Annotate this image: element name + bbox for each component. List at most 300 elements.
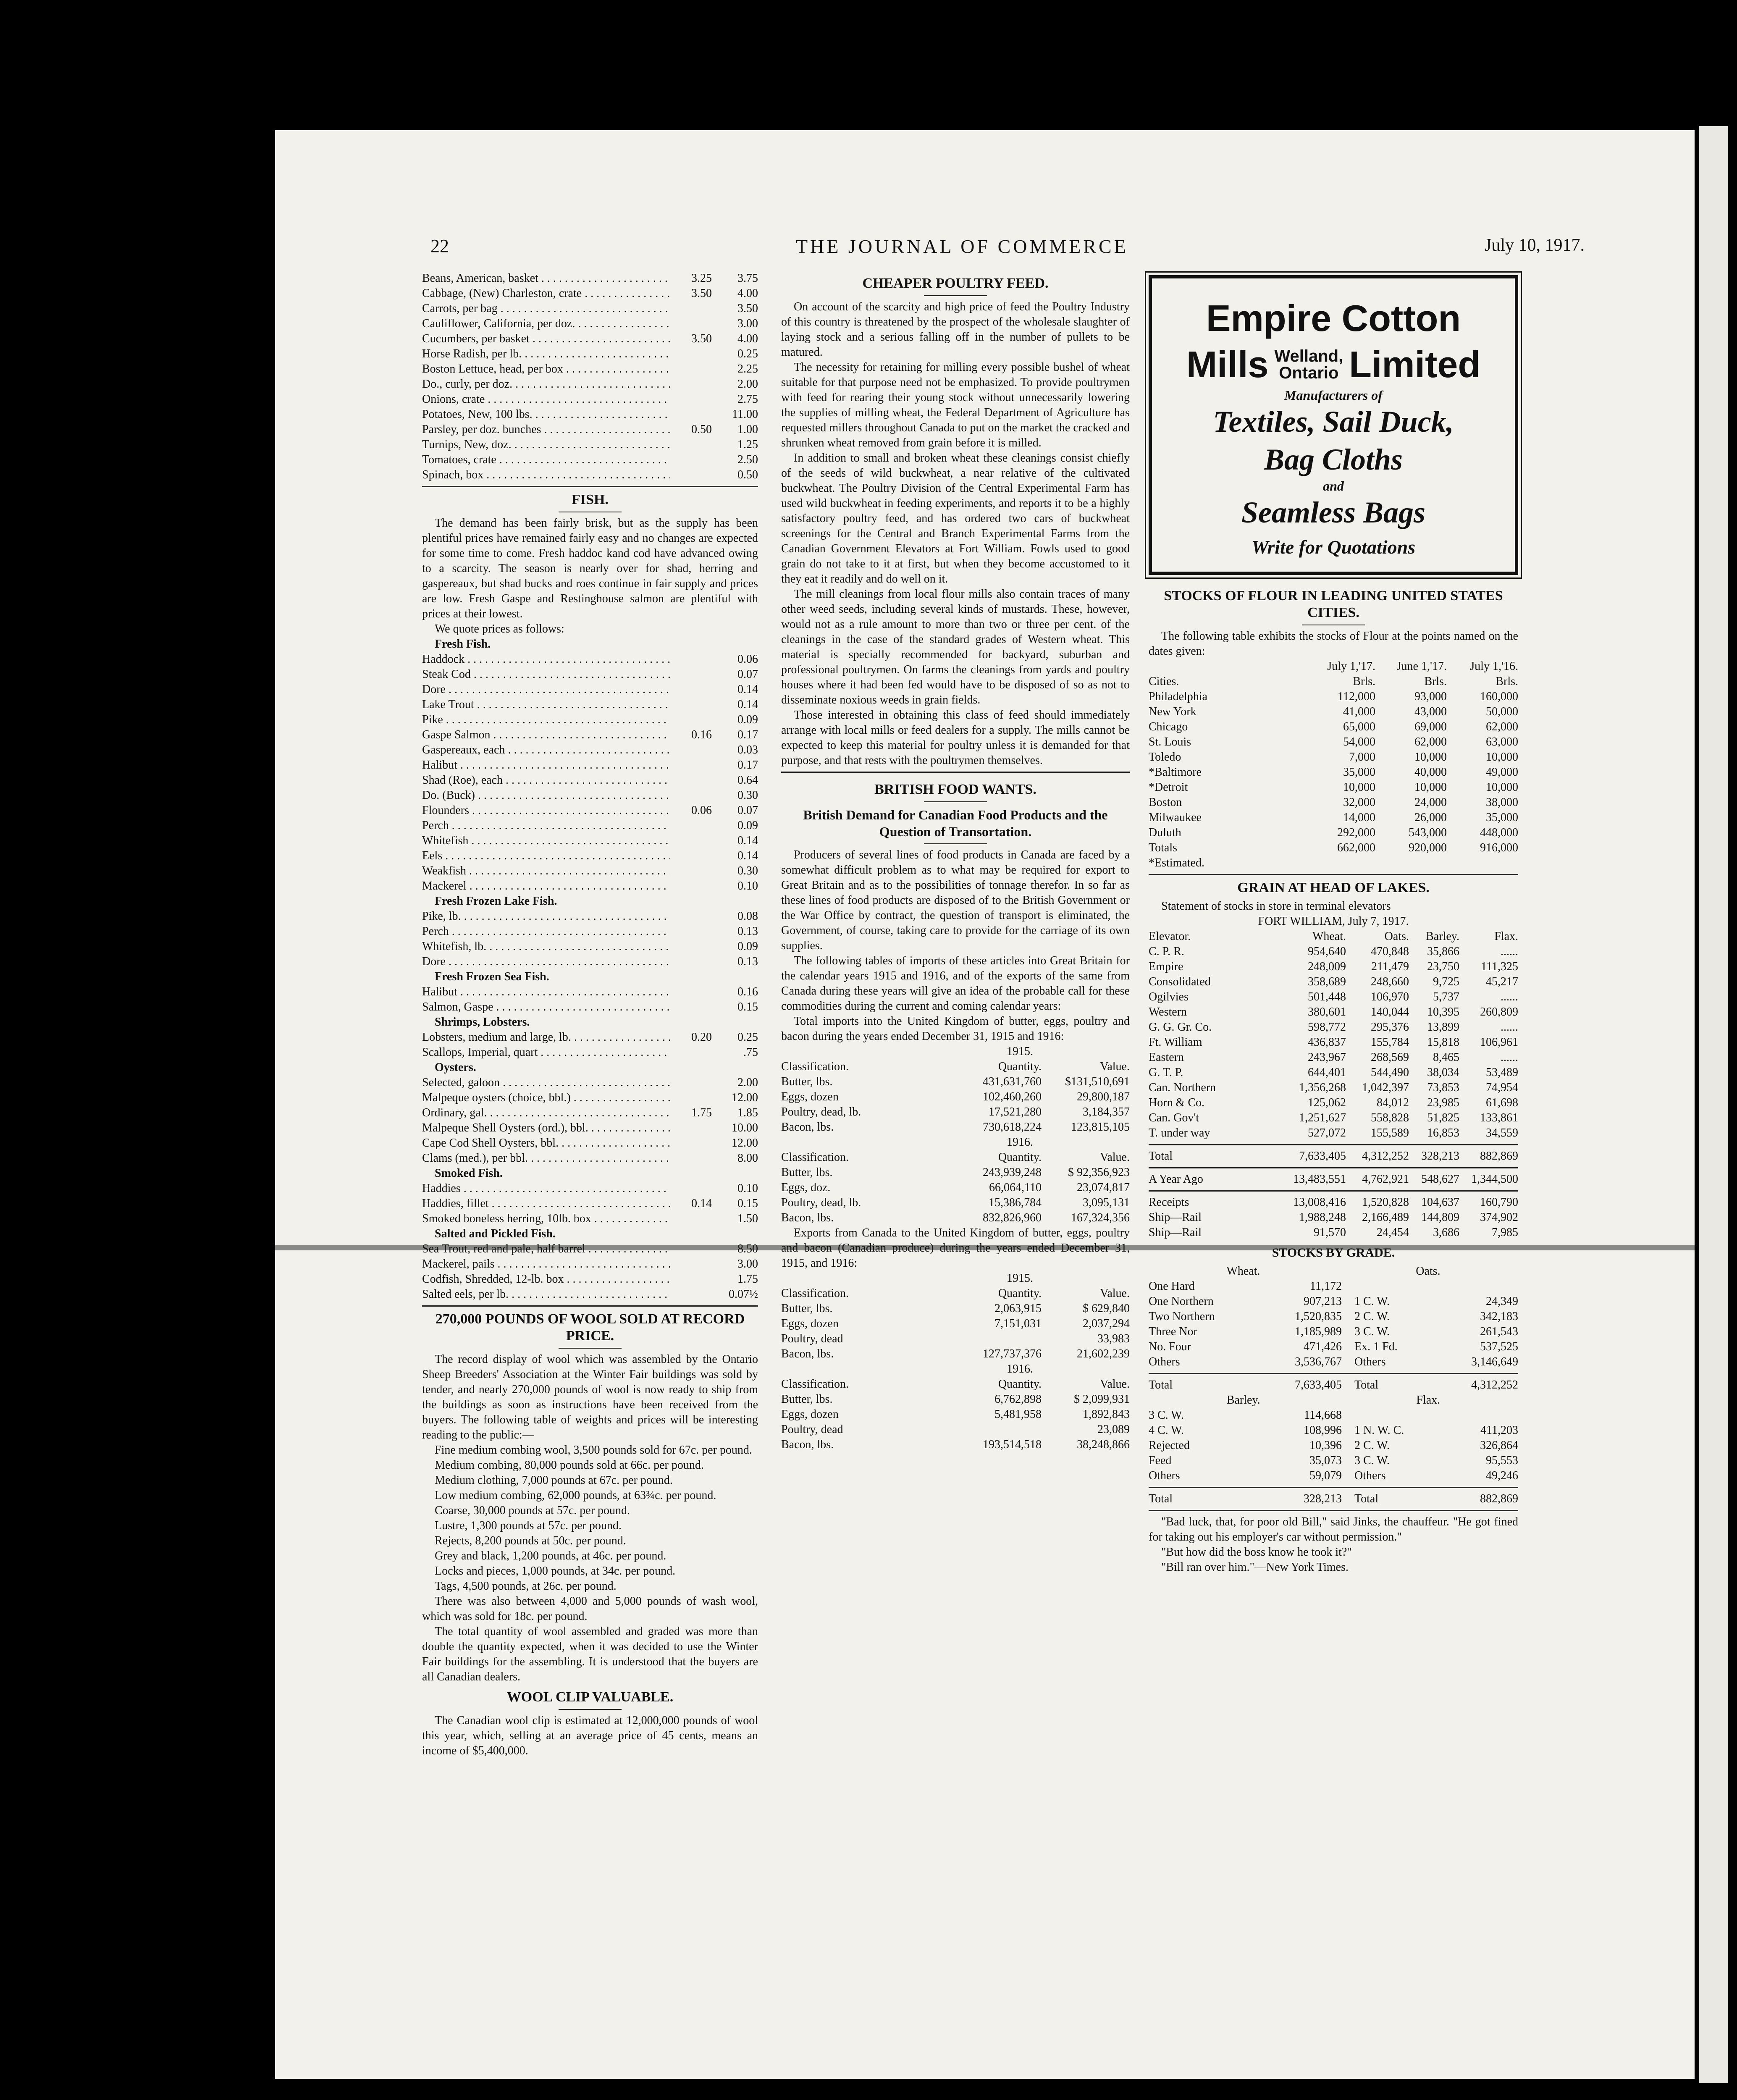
joke-item	[1149, 1515, 1518, 1575]
grain-heading: GRAIN AT HEAD OF LAKES.	[1237, 880, 1430, 895]
grade-cell: One Hard	[1149, 1280, 1195, 1293]
grade-cell: 1,520,835	[1295, 1310, 1342, 1323]
page-number: 22	[430, 236, 449, 256]
row-label: Dore . . .	[422, 682, 670, 697]
row-label: Classification.	[781, 1060, 849, 1073]
grade-cell: 108,996	[1304, 1424, 1342, 1437]
row-value	[670, 452, 712, 467]
grade-cell: 342,183	[1480, 1310, 1518, 1323]
divider	[1149, 1487, 1518, 1488]
row-value: 0.17	[737, 728, 758, 741]
wool-item: Medium clothing, 7,000 pounds at 67c. per pound.	[435, 1474, 673, 1487]
row-label: Horse Radish, per lb. . . .	[422, 346, 670, 362]
row-value: 65,000	[1343, 720, 1375, 733]
row-value: 1,344,500	[1471, 1173, 1518, 1186]
joke-line: "Bill ran over him."—New York Times.	[1161, 1561, 1349, 1574]
row-label: Steak Cod . . .	[422, 667, 670, 682]
row-value: 662,000	[1337, 841, 1375, 854]
row-value: 1.25	[737, 438, 758, 451]
row-label: *Detroit	[1149, 781, 1188, 794]
row-value	[670, 346, 712, 362]
grade-row	[1149, 1354, 1518, 1370]
row-label: Ft. William	[1149, 1036, 1202, 1049]
table-row	[781, 1165, 1130, 1180]
row-value: 5,737	[1433, 990, 1459, 1003]
grain-movement-row	[1149, 1195, 1518, 1210]
row-label: Spinach, box . . .	[422, 467, 670, 483]
row-label: Carrots, per bag . . .	[422, 301, 670, 316]
row-value: 125,062	[1308, 1096, 1346, 1109]
vegetable-row	[422, 392, 758, 407]
divider	[1149, 1167, 1518, 1168]
row-value: 380,601	[1308, 1005, 1346, 1018]
vegetable-row	[422, 271, 758, 286]
row-label: New York	[1149, 705, 1196, 718]
row-value: 0.07	[737, 668, 758, 681]
flour-header-row	[1149, 674, 1518, 689]
row-label: Bacon, lbs.	[781, 1211, 834, 1224]
grain-movement-row	[1149, 1210, 1518, 1225]
row-label: Eggs, dozen	[781, 1090, 839, 1103]
wool-item: Locks and pieces, 1,000 pounds, at 34c. per pound.	[435, 1564, 676, 1578]
divider	[924, 843, 987, 844]
divider	[1149, 1144, 1518, 1145]
table-row	[781, 1331, 1130, 1347]
row-value	[670, 758, 712, 773]
british-heading: BRITISH FOOD WANTS.	[874, 782, 1036, 797]
table-row	[781, 1074, 1130, 1089]
ad-company-name: Empire Cotton	[1206, 297, 1461, 339]
row-value: 448,000	[1480, 826, 1518, 839]
grade-total-row	[1149, 1491, 1518, 1507]
grade-cell: Others	[1354, 1355, 1386, 1368]
row-value: 6,762,898	[994, 1393, 1042, 1406]
flax-label: Flax.	[1416, 1394, 1441, 1407]
row-label: Parsley, per doz. bunches . . .	[422, 422, 670, 437]
row-value: 10,000	[1486, 751, 1518, 764]
fish-row	[422, 1151, 758, 1166]
row-label: Western	[1149, 1005, 1187, 1018]
row-value: 15,818	[1427, 1036, 1459, 1049]
row-value: .75	[743, 1046, 758, 1059]
flour-row	[1149, 780, 1518, 795]
row-value: 24,000	[1414, 796, 1447, 809]
row-value: 3.25	[691, 272, 712, 285]
row-label: Weakfish . . .	[422, 864, 670, 879]
row-value: 102,460,260	[983, 1090, 1042, 1103]
row-value: 104,637	[1421, 1196, 1459, 1209]
row-value: 23,074,817	[1077, 1181, 1130, 1194]
grade-cell: 3 C. W.	[1149, 1409, 1184, 1422]
poultry-paragraph: The necessity for retaining for milling every possible bushel of wheat suitable for that purpose need not be emphasized. To provide poultrymen with feed for rearing their young stock without unnecessarily lowering the supplies of milling wheat, the Federal Department of Agriculture has requested millers throughout Canada to put on the market the cracked and shrunken wheat removed from grain before it is milled.	[781, 361, 1130, 449]
row-label: Haddock . . .	[422, 652, 670, 667]
row-value: 84,012	[1377, 1096, 1409, 1109]
row-value: 63,000	[1486, 735, 1518, 748]
row-value: 8.50	[737, 1242, 758, 1255]
row-value: 0.07	[737, 804, 758, 817]
vegetable-row	[422, 316, 758, 331]
row-value: 0.08	[737, 910, 758, 923]
row-label: Haddies . . .	[422, 1181, 670, 1196]
fish-row	[422, 1090, 758, 1105]
ad-product-2: Bag Cloths	[1264, 443, 1403, 476]
row-label: Boston	[1149, 796, 1182, 809]
grain-row	[1149, 1080, 1518, 1095]
table-row	[781, 1210, 1130, 1226]
row-value: 0.16	[691, 728, 712, 741]
row-value	[670, 712, 712, 727]
fish-row	[422, 758, 758, 773]
vegetable-row	[422, 452, 758, 467]
row-label: Butter, lbs.	[781, 1302, 833, 1315]
exports-intro: Exports from Canada to the United Kingdom of butter, eggs, poultry and bacon (Canadian produce) during the years ended December 31, 1915, and 1916:	[781, 1226, 1130, 1270]
fish-row	[422, 1181, 758, 1196]
row-value	[958, 1331, 1042, 1347]
row-value: 211,479	[1371, 960, 1409, 973]
barley-label: Barley.	[1226, 1394, 1260, 1407]
row-value: Quantity.	[998, 1287, 1042, 1300]
row-label: Cauliflower, California, per doz. . . .	[422, 316, 670, 331]
british-article	[781, 848, 1130, 1044]
row-value: ......	[1501, 990, 1518, 1003]
row-label: Flounders . . .	[422, 803, 670, 818]
row-value: 23,985	[1427, 1096, 1459, 1109]
row-label: Total	[1149, 1150, 1173, 1163]
row-value: 260,809	[1480, 1005, 1518, 1018]
table-row	[781, 1316, 1130, 1331]
row-value	[670, 377, 712, 392]
divider	[422, 486, 758, 487]
row-value	[670, 1136, 712, 1151]
row-value	[670, 1090, 712, 1105]
row-value: 0.14	[737, 849, 758, 862]
fish-row	[422, 773, 758, 788]
grade-labels-row	[1149, 1264, 1518, 1279]
row-label: Lobsters, medium and large, lb. . . .	[422, 1030, 670, 1045]
grade-cell: 59,079	[1309, 1469, 1342, 1482]
row-value: 1,520,828	[1362, 1196, 1409, 1209]
poultry-paragraph: In addition to small and broken wheat these cleanings consist chiefly of the seeds of wild buckwheat, a near relative of the cultivated buckwheat. The Poultry Division of the Central Experimental Farm has used wild buckwheat in feeding experiments, and reports it to be a highly satisfactory poultry feed, and has ordered two cars of buckwheat screenings for the Central and Branch Experimental Farms from the Canadian Government Elevators at Fort William. Fowls used to good grain do not take to it at first, but when they become accustomed to it they eat it readily and do well on it.	[781, 452, 1130, 585]
row-value: 292,000	[1337, 826, 1375, 839]
row-label: Eels . . .	[422, 848, 670, 864]
grade-cell: 326,864	[1480, 1439, 1518, 1452]
row-value: 1.75	[737, 1273, 758, 1286]
row-label: Whitefish, lb. . . .	[422, 939, 670, 954]
british-subheading: British Demand for Canadian Food Products and the Question of Transortation.	[803, 807, 1108, 839]
row-label: Perch . . .	[422, 924, 670, 939]
ad-limited: Limited	[1349, 344, 1481, 385]
row-value	[670, 788, 712, 803]
row-value	[670, 1242, 712, 1257]
flour-dates-row	[1149, 659, 1518, 674]
fish-row	[422, 788, 758, 803]
row-value: 160,000	[1480, 690, 1518, 703]
row-value: 3,095,131	[1083, 1196, 1130, 1209]
row-value	[670, 773, 712, 788]
row-label: Gaspereaux, each . . .	[422, 743, 670, 758]
fish-row	[422, 924, 758, 939]
joke-line: "Bad luck, that, for poor old Bill," said Jinks, the chauffeur. "He got fined for taking out his employer's car without permission."	[1149, 1515, 1518, 1544]
row-value: 7,151,031	[994, 1317, 1042, 1330]
row-label: Malpeque Shell Oysters (ord.), bbl. . . .	[422, 1121, 670, 1136]
row-value	[670, 1211, 712, 1226]
grade-cell: Feed	[1149, 1454, 1172, 1467]
row-label: Selected, galoon . . .	[422, 1075, 670, 1090]
row-label: Poultry, dead, lb.	[781, 1105, 861, 1118]
row-value	[670, 652, 712, 667]
row-value: 123,815,105	[1071, 1121, 1130, 1134]
row-value: Value.	[1100, 1060, 1130, 1073]
wool-item: Low medium combing, 62,000 pounds, at 63¾c. per pound.	[435, 1489, 716, 1502]
fish-row	[422, 743, 758, 758]
fish-quote-line: We quote prices as follows:	[435, 622, 564, 635]
fish-row	[422, 848, 758, 864]
fish-group-title: Salted and Pickled Fish.	[435, 1227, 556, 1240]
row-label: Cucumbers, per basket . . .	[422, 331, 670, 346]
ad-and: and	[1323, 478, 1344, 494]
row-value: Flax.	[1494, 930, 1518, 943]
row-value: 106,970	[1371, 990, 1409, 1003]
row-value	[670, 1121, 712, 1136]
row-value: 91,570	[1314, 1226, 1346, 1239]
grain-row	[1149, 1065, 1518, 1080]
row-value: 1,042,397	[1362, 1081, 1409, 1094]
empire-cotton-advertisement	[1149, 275, 1518, 575]
grain-row	[1149, 1126, 1518, 1141]
row-value: 16,853	[1427, 1126, 1459, 1139]
exports-tables	[781, 1271, 1130, 1452]
grain-row	[1149, 1050, 1518, 1065]
row-label: Onions, crate . . .	[422, 392, 670, 407]
row-value: 0.16	[737, 985, 758, 998]
fish-row	[422, 1287, 758, 1302]
grade-cell: 411,203	[1480, 1424, 1518, 1437]
row-label: C. P. R.	[1149, 945, 1184, 958]
fish-row	[422, 1196, 758, 1211]
grade-cell: Total	[1354, 1378, 1379, 1391]
row-value	[670, 1151, 712, 1166]
page-header	[275, 235, 1695, 260]
table-year: 1915.	[1007, 1272, 1033, 1285]
wool-item: Grey and black, 1,200 pounds, at 46c. per pound.	[435, 1549, 666, 1562]
grade-total-row	[1149, 1378, 1518, 1393]
row-value: 920,000	[1409, 841, 1447, 854]
row-value: Wheat.	[1312, 930, 1346, 943]
ad-manufacturers-of: Manufacturers of	[1284, 388, 1383, 403]
fish-row	[422, 682, 758, 697]
table-header-row	[781, 1150, 1130, 1165]
grade-cell: Rejected	[1149, 1439, 1190, 1452]
row-value: Brls.	[1424, 675, 1447, 688]
row-value	[958, 1422, 1042, 1437]
grain-intro: Statement of stocks in store in terminal elevators	[1161, 900, 1391, 913]
grade-cell: 35,073	[1309, 1454, 1342, 1467]
grade-cell: 907,213	[1304, 1295, 1342, 1308]
row-label: Poultry, dead	[781, 1332, 843, 1345]
row-label: Potatoes, New, 100 lbs. . . .	[422, 407, 670, 422]
row-value	[670, 879, 712, 894]
row-value: 49,000	[1486, 766, 1518, 779]
grain-row	[1149, 1110, 1518, 1126]
grade-cell: 882,869	[1480, 1492, 1518, 1505]
grade-cell: 3 C. W.	[1354, 1454, 1390, 1467]
row-value: 41,000	[1343, 705, 1375, 718]
grade-cell: Total	[1354, 1492, 1379, 1505]
row-value: 13,483,551	[1293, 1173, 1346, 1186]
row-label: Do., curly, per doz. . . .	[422, 377, 670, 392]
row-label: Toledo	[1149, 751, 1181, 764]
row-value: 2,037,294	[1083, 1317, 1130, 1330]
grade-cell: 10,396	[1309, 1439, 1342, 1452]
row-value	[670, 1257, 712, 1272]
row-label: Do. (Buck) . . .	[422, 788, 670, 803]
grade-cell	[1342, 1279, 1447, 1294]
row-value: 3.75	[737, 272, 758, 285]
row-value: 50,000	[1486, 705, 1518, 718]
row-value: 1.75	[691, 1106, 712, 1119]
grade-cell: Others	[1149, 1469, 1180, 1482]
divider	[781, 772, 1130, 773]
row-value: 12.00	[732, 1137, 758, 1150]
row-value: 12.00	[732, 1091, 758, 1104]
row-value: 0.10	[737, 879, 758, 892]
flour-date: June 1,'17.	[1396, 660, 1447, 673]
wool-item: Coarse, 30,000 pounds at 57c. per pound.	[435, 1504, 630, 1517]
grade-cell: 4,312,252	[1471, 1378, 1518, 1391]
row-value	[670, 697, 712, 712]
fish-row	[422, 1257, 758, 1272]
row-value: 1.85	[737, 1106, 758, 1119]
row-label: Malpeque oysters (choice, bbl.) . . .	[422, 1090, 670, 1105]
row-value: Value.	[1100, 1151, 1130, 1164]
row-label: Classification.	[781, 1378, 849, 1391]
table-row	[781, 1347, 1130, 1362]
row-value: 0.14	[737, 683, 758, 696]
grade-cell: Total	[1149, 1492, 1173, 1505]
row-label: Shad (Roe), each . . .	[422, 773, 670, 788]
flour-stocks-table	[1149, 659, 1518, 856]
poultry-article	[781, 299, 1130, 768]
flour-note: *Estimated.	[1149, 856, 1204, 869]
row-value: 8.00	[737, 1152, 758, 1165]
grade-cell: Three Nor	[1149, 1325, 1197, 1338]
british-paragraph: The following tables of imports of these articles into Great Britain for the calendar years 1915 and 1916, and of the exports of the same from Canada during these years will give an idea of the probable call for these commodities during the current and coming calendar years:	[781, 954, 1130, 1013]
row-value: Value.	[1100, 1378, 1130, 1391]
row-value: Quantity.	[998, 1378, 1042, 1391]
row-label: Cities.	[1149, 675, 1179, 688]
row-label: T. under way	[1149, 1126, 1210, 1139]
poultry-paragraph: The mill cleanings from local flour mills also contain traces of many other weed seeds, including several kinds of mustards. These, however, would not as a rule amount to more than two or three per cent. of the cleanings in the case of the standard grades of Western wheat. This material is specially recommended for backyard, suburban and professional poultrymen. On farms the cleanings from yards and poultry houses where it had been fed would have to be disposed of so as not to disseminate noxious weeds in grain fields.	[781, 588, 1130, 706]
row-value: 14,000	[1343, 811, 1375, 824]
row-value: 38,034	[1427, 1066, 1459, 1079]
row-value: 1.00	[737, 423, 758, 436]
row-value: 2,166,489	[1362, 1211, 1409, 1224]
row-value	[670, 833, 712, 848]
row-value: 133,861	[1480, 1111, 1518, 1124]
ad-product-1: Textiles, Sail Duck,	[1213, 405, 1454, 438]
grade-cell: 328,213	[1304, 1492, 1342, 1505]
row-label: G. T. P.	[1149, 1066, 1183, 1079]
row-value: 2.50	[737, 453, 758, 466]
fish-row	[422, 909, 758, 924]
row-value: ......	[1501, 1021, 1518, 1034]
grade-cell: Ex. 1 Fd.	[1354, 1340, 1398, 1353]
grade-cell: 1,185,989	[1295, 1325, 1342, 1338]
row-value: 1,251,627	[1299, 1111, 1346, 1124]
row-value: 431,631,760	[983, 1075, 1042, 1088]
fish-row	[422, 1075, 758, 1090]
row-value	[670, 954, 712, 969]
divider	[924, 295, 987, 296]
vegetable-row	[422, 346, 758, 362]
row-value: $ 2,099,931	[1074, 1393, 1130, 1406]
fish-group-title: Oysters.	[435, 1061, 476, 1074]
row-value	[670, 848, 712, 864]
row-label: Scallops, Imperial, quart . . .	[422, 1045, 670, 1060]
stocks-by-grade-table	[1149, 1264, 1518, 1507]
row-value: 0.13	[737, 925, 758, 938]
fish-row	[422, 1030, 758, 1045]
grade-row	[1149, 1324, 1518, 1339]
row-value: 106,961	[1480, 1036, 1518, 1049]
row-value: 328,213	[1421, 1150, 1459, 1163]
fish-row	[422, 1000, 758, 1015]
row-value: 66,064,110	[989, 1181, 1042, 1194]
row-label: Gaspe Salmon . . .	[422, 727, 670, 743]
fish-heading: FISH.	[572, 492, 609, 507]
row-label: Cabbage, (New) Charleston, crate . . .	[422, 286, 670, 301]
table-row	[781, 1089, 1130, 1105]
fish-row	[422, 984, 758, 1000]
row-value	[670, 316, 712, 331]
row-value: 155,589	[1371, 1126, 1409, 1139]
row-value: 73,853	[1427, 1081, 1459, 1094]
divider	[924, 801, 987, 802]
row-value: 548,627	[1421, 1173, 1459, 1186]
row-value: 4.00	[737, 287, 758, 300]
row-label: Turnips, New, doz. . . .	[422, 437, 670, 452]
grain-stocks-table	[1149, 929, 1518, 1240]
flour-row	[1149, 750, 1518, 765]
row-label: St. Louis	[1149, 735, 1191, 748]
row-label: *Baltimore	[1149, 766, 1202, 779]
fish-row	[422, 727, 758, 743]
grade-cell: 7,633,405	[1295, 1378, 1342, 1391]
grain-row	[1149, 1095, 1518, 1110]
row-label: Horn & Co.	[1149, 1096, 1204, 1109]
row-value: 2.75	[737, 393, 758, 406]
row-value: Quantity.	[998, 1151, 1042, 1164]
row-value: 3.00	[737, 317, 758, 330]
grade-cell: 3,146,649	[1471, 1355, 1518, 1368]
flour-heading: STOCKS OF FLOUR IN LEADING UNITED STATES CITIES.	[1164, 588, 1503, 620]
row-label: Eastern	[1149, 1051, 1184, 1064]
row-label: Sea Trout, red and pale, half barrel . . .	[422, 1242, 670, 1257]
vegetable-row	[422, 467, 758, 483]
fish-row	[422, 1272, 758, 1287]
row-value: 1,356,268	[1299, 1081, 1346, 1094]
row-value: 69,000	[1414, 720, 1447, 733]
row-value: 268,569	[1371, 1051, 1409, 1064]
row-label: Butter, lbs.	[781, 1393, 833, 1406]
row-label: Smoked boneless herring, 10lb. box . . .	[422, 1211, 670, 1226]
row-value: 32,000	[1343, 796, 1375, 809]
row-value: 0.30	[737, 789, 758, 802]
row-value: 43,000	[1414, 705, 1447, 718]
row-value: Value.	[1100, 1287, 1130, 1300]
row-label: Poultry, dead, lb.	[781, 1196, 861, 1209]
table-year: 1915.	[1007, 1045, 1033, 1058]
